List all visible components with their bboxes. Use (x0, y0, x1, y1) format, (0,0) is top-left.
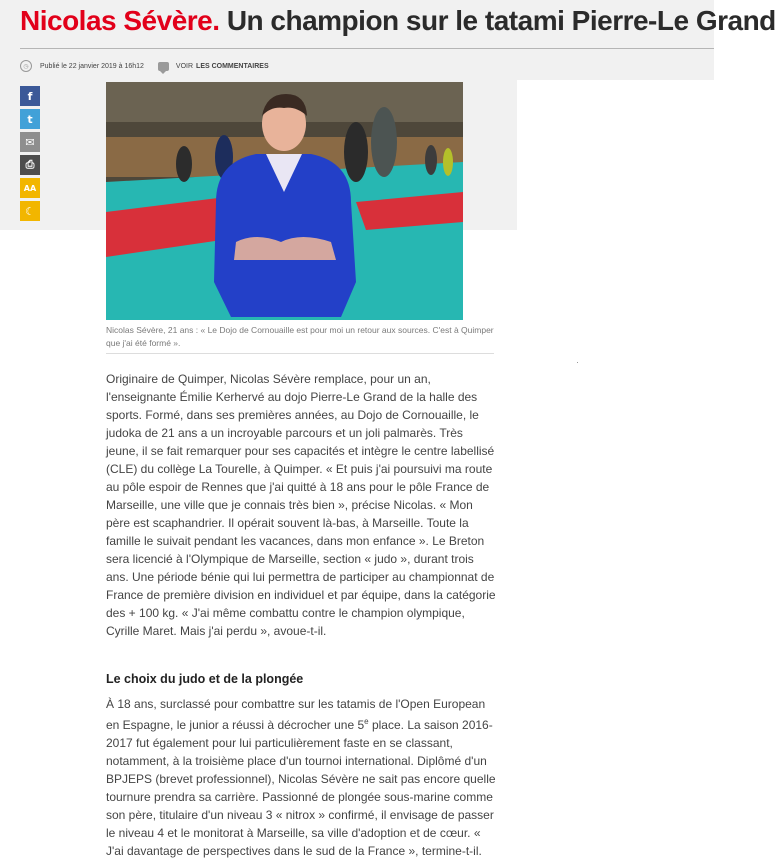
paragraph-text: place. La saison 2016-2017 fut également pour lui particulièrement faste en se classant, notamment, à la troisième place d'un tournoi international. Diplômé d'un BPJEPS (brevet professionnel), Nicolas Sévère ne sait pas encore quelle tournure prendra sa carrière. Passionné de plongée sous-marine comme son père, titulaire d'un niveau 3 « nitrox » confirmé, il envisage de passer le niveau 4 et le monitorat à Marseille, sa ville d'adoption et de cœur. « J'ai davantage de perspectives dans le sud de la France », termine-t-il. (106, 718, 496, 858)
printer-icon: ⎙ (25, 158, 35, 171)
article-photo (106, 82, 463, 320)
article-title (20, 4, 776, 38)
envelope-icon: ✉ (25, 135, 35, 149)
email-share-button[interactable] (20, 132, 40, 152)
clock-icon: ◷ (20, 60, 32, 72)
facebook-icon: f (27, 89, 33, 103)
title-name: Nicolas Sévère. (20, 5, 220, 36)
decorative-dot (577, 362, 578, 363)
comment-icon (158, 62, 169, 71)
comments-link[interactable]: LES COMMENTAIRES (196, 62, 269, 70)
background-panel (517, 80, 714, 864)
article-subheading: Le choix du judo et de la plongée (106, 672, 304, 686)
comments-link-prefix[interactable]: VOIR (175, 62, 194, 70)
article-paragraph (106, 695, 498, 860)
paragraph-text: À 18 ans, surclassé pour combattre sur les tatamis de l'Open European en Espagne, le junior a réussi à décrocher une 5 (106, 697, 486, 732)
font-size-icon: AA (23, 183, 37, 193)
twitter-icon: t (27, 112, 33, 126)
night-mode-button[interactable] (20, 201, 40, 221)
facebook-share-button[interactable] (20, 86, 40, 106)
caption-divider (106, 353, 494, 354)
moon-icon: ☾ (25, 204, 35, 218)
share-toolbar (20, 86, 40, 224)
ordinal-suffix: e (364, 717, 369, 726)
photo-caption: Nicolas Sévère, 21 ans : « Le Dojo de Cornouaille est pour moi un retour aux sources. C'est à Quimper que j'ai été formé ». (106, 325, 494, 348)
published-date: Publié le 22 janvier 2019 à 16h12 (40, 62, 144, 70)
print-button[interactable] (20, 155, 40, 175)
article-meta (20, 59, 269, 73)
title-rest: Un champion sur le tatami Pierre-Le Grand (226, 5, 776, 36)
font-size-button[interactable] (20, 178, 40, 198)
twitter-share-button[interactable] (20, 109, 40, 129)
title-divider (20, 48, 714, 49)
judoka-photo-illustration (106, 82, 463, 320)
article-paragraph: Originaire de Quimper, Nicolas Sévère remplace, pour un an, l'enseignante Émilie Kerhervé au dojo Pierre-Le Grand de la halle des sports. Formé, dans ses premières années, au Dojo de Cornouaille, le judoka de 21 ans a un incroyable parcours et un joli palmarès. Très jeune, il se fait remarquer pour ses capacités et intègre le centre labellisé (CLE) du collège La Tourelle, à Quimper. « Et puis j'ai poursuivi ma route au pôle espoir de Rennes que j'ai quitté à 18 ans pour le pôle France de Marseille, une ville que je connais très bien », précise Nicolas. « Mon père est scaphandrier. Il opérait souvent là-bas, à Marseille. Toute la famille le suivait pendant les vacances, dans mon enfance ». Le Breton sera licencié à l'Olympique de Marseille, section « judo », durant trois ans. Une période bénie qui lui permettra de participer au championnat de France de première division en individuel et par équipe, dans la catégorie des + 100 kg. « J'ai même combattu contre le champion olympique, Cyrille Maret. Mais j'ai perdu », avoue-t-il. (106, 372, 496, 638)
